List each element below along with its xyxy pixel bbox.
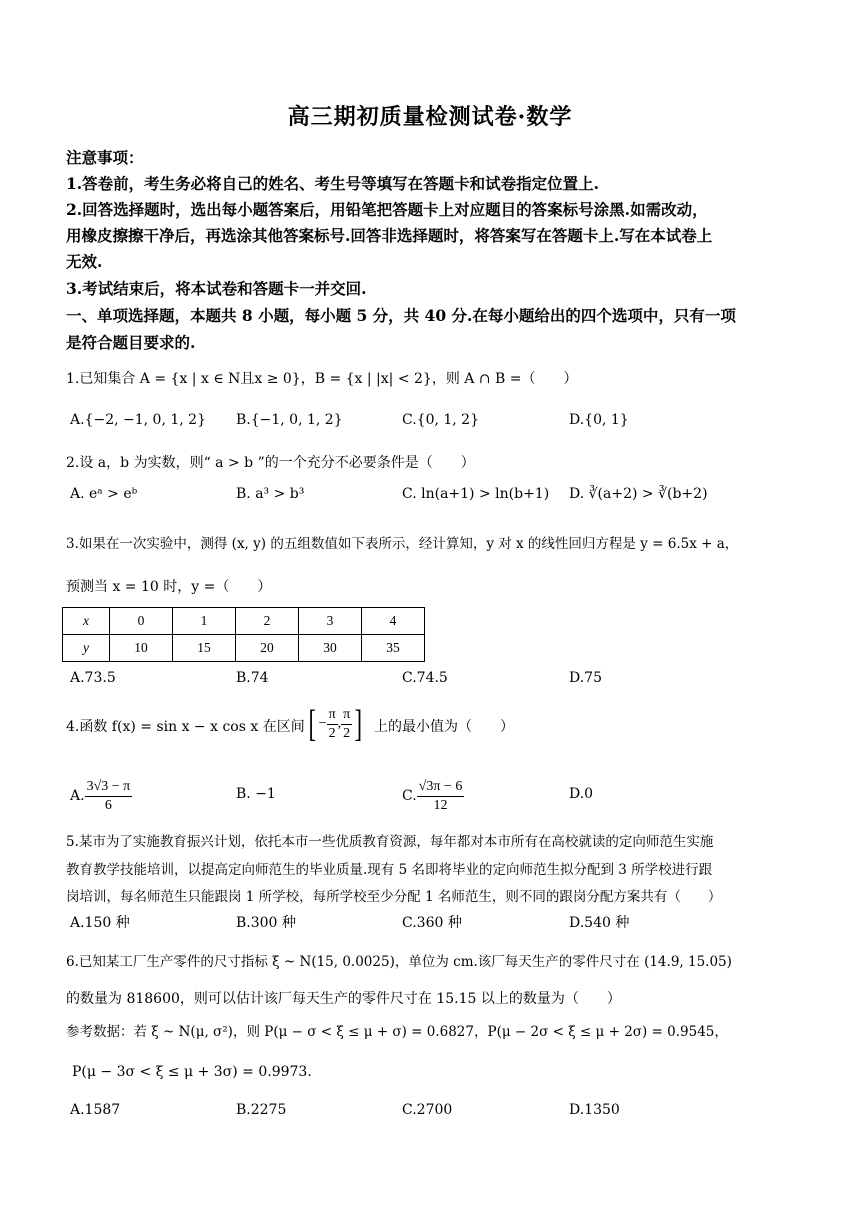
question-5-line-3: 岗培训，每名师范生只能跟岗 1 所学校，每所学校至少分配 1 名师范生，则不同的跟岗分配方案共有（ ） [66,889,722,905]
question-1-option-c: C.{0, 1, 2} [402,412,479,428]
question-1-stem: 1.已知集合 A = {x | x ∈ N且x ≥ 0}，B = {x | |x| < 2}，则 A ∩ B =（ ） [66,371,578,387]
question-4-interval: [ − $\frac{\pi}{2}$ , $\frac{\pi}{2}$ ] [308,703,363,745]
question-3-option-d: D.75 [569,670,602,686]
question-6-reference-line-1: 参考数据：若 ξ ~ N(μ, σ²)，则 P(μ − σ < ξ ≤ μ + σ) = 0.6827，P(μ − 2σ < ξ ≤ μ + 2σ) = 0.9545， [66,1024,728,1040]
table-cell: 2 [236,608,299,635]
section-1-heading-line-1: 一、单项选择题，本题共 8 小题，每小题 5 分，共 40 分.在每小题给出的四个选项中，只有一项 [66,306,736,325]
question-5-line-2: 教育教学技能培训，以提高定向师范生的毕业质量.现有 5 名即将毕业的定向师范生拟分配到 3 所学校进行跟 [66,862,713,878]
table-cell: 4 [362,608,425,635]
table-cell: 10 [110,635,173,662]
interval-left-fraction: $\frac{\pi}{2}$ [328,706,336,741]
question-4-stem-end: 上的最小值为（ ） [374,719,514,735]
question-6-option-c: C.2700 [402,1102,453,1118]
notice-item-2-line-1: 2.回答选择题时，选出每小题答案后，用铅笔把答题卡上对应题目的答案标号涂黑.如需改动， [66,200,708,219]
question-3-stem-line-1: 3.如果在一次实验中，测得 (x, y) 的五组数值如下表所示，经计算知，y 对 x 的线性回归方程是 y = 6.5x + a， [66,536,739,552]
table-header-cell: x [63,608,110,635]
table-header-cell: y [63,635,110,662]
question-3-option-a: A.73.5 [70,670,116,686]
question-5-option-c: C.360 种 [402,915,462,931]
page-title: 高三期初质量检测试卷·数学 [287,104,573,130]
question-3-option-b: B.74 [236,670,269,686]
question-1-option-a: A.{−2, −1, 0, 1, 2} [70,412,206,428]
question-3-option-c: C.74.5 [402,670,448,686]
question-4-option-d: D.0 [569,786,594,802]
table-cell: 3 [299,608,362,635]
question-2-option-a: A. eᵃ > eᵇ [70,486,138,502]
question-4-option-b: B. −1 [236,786,276,802]
question-4-option-c: C. $\frac{√3\pi - 6}{12}$ [402,778,463,813]
notice-item-1: 1.答卷前，考生务必将自己的姓名、考生号等填写在答题卡和试卷指定位置上. [66,174,600,193]
question-2-stem: 2.设 a，b 为实数，则“ a > b ”的一个充分不必要条件是（ ） [66,455,475,471]
notice-heading: 注意事项： [66,148,144,167]
option-c-fraction: $\frac{√3\pi - 6}{12}$ [418,778,463,813]
question-5-option-a: A.150 种 [70,915,130,931]
question-6-option-a: A.1587 [70,1102,121,1118]
question-4-stem-start: 4.函数 f(x) = sin x − x cos x 在区间 [66,719,305,735]
question-6-option-b: B.2275 [236,1102,287,1118]
question-3-stem-line-2: 预测当 x = 10 时，y =（ ） [66,579,272,595]
notice-item-2-line-3: 无效. [66,252,103,271]
question-6-line-2: 的数量为 818600，则可以估计该厂每天生产的零件尺寸在 15.15 以上的数量为（ ） [66,991,621,1007]
table-cell: 0 [110,608,173,635]
question-4-option-a: A. $\frac{3√3 - \pi}{6}$ [70,778,131,813]
table-row [63,608,425,635]
question-6-reference-line-2: P(μ − 3σ < ξ ≤ μ + 3σ) = 0.9973. [72,1064,312,1080]
table-cell: 15 [173,635,236,662]
notice-item-2-line-2: 用橡皮擦擦干净后，再选涂其他答案标号.回答非选择题时，将答案写在答题卡上.写在本试卷上 [66,226,713,245]
question-6-line-1: 6.已知某工厂生产零件的尺寸指标 ξ ~ N(15, 0.0025)，单位为 cm.该厂每天生产的零件尺寸在 (14.9, 15.05) [66,954,732,970]
table-row [63,635,425,662]
question-5-line-1: 5.某市为了实施教育振兴计划，依托本市一些优质教育资源，每年都对本市所有在高校就读的定向师范生实施 [66,834,714,850]
question-3-data-table [62,607,425,662]
question-5-option-b: B.300 种 [236,915,296,931]
question-5-option-d: D.540 种 [569,915,630,931]
question-2-option-b: B. a³ > b³ [236,486,305,502]
table-cell: 1 [173,608,236,635]
interval-right-fraction: $\frac{\pi}{2}$ [343,706,351,741]
question-2-option-c: C. ln(a+1) > ln(b+1) [402,486,550,502]
section-1-heading-line-2: 是符合题目要求的. [66,333,196,352]
table-cell: 30 [299,635,362,662]
question-1-option-d: D.{0, 1} [569,412,629,428]
question-1-option-b: B.{−1, 0, 1, 2} [236,412,343,428]
notice-item-3: 3.考试结束后，将本试卷和答题卡一并交回. [66,279,367,298]
interval-minus-sign: − [318,716,327,731]
table-cell: 20 [236,635,299,662]
table-cell: 35 [362,635,425,662]
option-a-fraction: $\frac{3√3 - \pi}{6}$ [86,778,131,813]
question-6-option-d: D.1350 [569,1102,620,1118]
question-2-option-d: D. ∛(a+2) > ∛(b+2) [569,486,708,502]
